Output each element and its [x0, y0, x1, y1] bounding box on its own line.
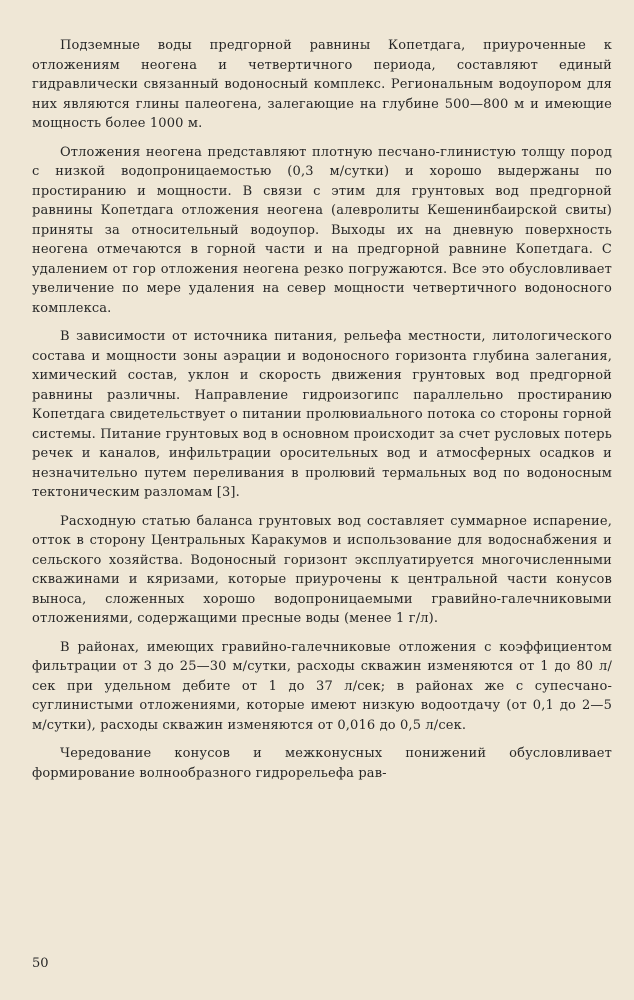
paragraph-5: В районах, имеющих гравийно-галечниковые отложения с коэффициентом фильтрации от 3 до 25—30 м/сутки, расходы скважин изменяются от 1 до 80 л/сек при удельном дебите от 1 до 37 л/сек; в районах же с супесчано-суглинистыми отложениями, которые имеют низкую водоотдачу (от 0,1 до 2—5 м/сутки), расходы скважин изменяются от 0,016 до 0,5 л/сек. [32, 639, 612, 733]
paragraph-2: Отложения неогена представляют плотную песчано-глинистую толщу пород с низкой водопроницаемостью (0,3 м/сутки) и хорошо выдержаны по простиранию и мощности. В связи с этим для грунтовых вод предгорной равнины Копетдага отложения неогена (алевролиты Кешенинбаирской свиты) приняты за относительный водоупор. Выходы их на дневную поверхность неогена отмечаются в горной части и на предгорной равнине Копетдага. С удалением от гор отложения неогена резко погружаются. Все это обусловливает увеличение по мере удаления на север мощности четвертичного водоносного комплекса. [32, 144, 612, 316]
paragraph-6: Чередование конусов и межконусных понижений обусловливает формирование волнообразного гидрорельефа рав- [32, 746, 612, 781]
paragraph-1: Подземные воды предгорной равнины Копетдага, приуроченные к отложениям неогена и четвертичного периода, составляют единый гидравлически связанный водоносный комплекс. Региональным водоупором для них являются глины палеогена, залегающие на глубине 500—800 м и имеющие мощность более 1000 м. [32, 38, 612, 131]
page-body [32, 36, 612, 792]
page-number: 50 [32, 956, 49, 971]
paragraph-4: Расходную статью баланса грунтовых вод составляет суммарное испарение, отток в сторону Центральных Каракумов и использование для водоснабжения и сельского хозяйства. Водоносный горизонт эксплуатируется многочисленными скважинами и кяризами, которые приурочены к центральной части конусов выноса, сложенных хорошо водопроницаемыми гравийно-галечниковыми отложениями, содержащими пресные воды (менее 1 г/л). [32, 513, 612, 626]
paragraph-3: В зависимости от источника питания, рельефа местности, литологического состава и мощности зоны аэрации и водоносного горизонта глубина залегания, химический состав, уклон и скорость движения грунтовых вод предгорной равнины различны. Направление гидроизогипс параллельно простиранию Копетдага свидетельствует о питании пролювиального потока со стороны горной системы. Питание грунтовых вод в основном происходит за счет русловых потерь речек и каналов, инфильтрации оросительных вод и атмосферных осадков и незначительно путем переливания в пролювий термальных вод по водоносным тектоническим разломам [3]. [32, 329, 612, 500]
